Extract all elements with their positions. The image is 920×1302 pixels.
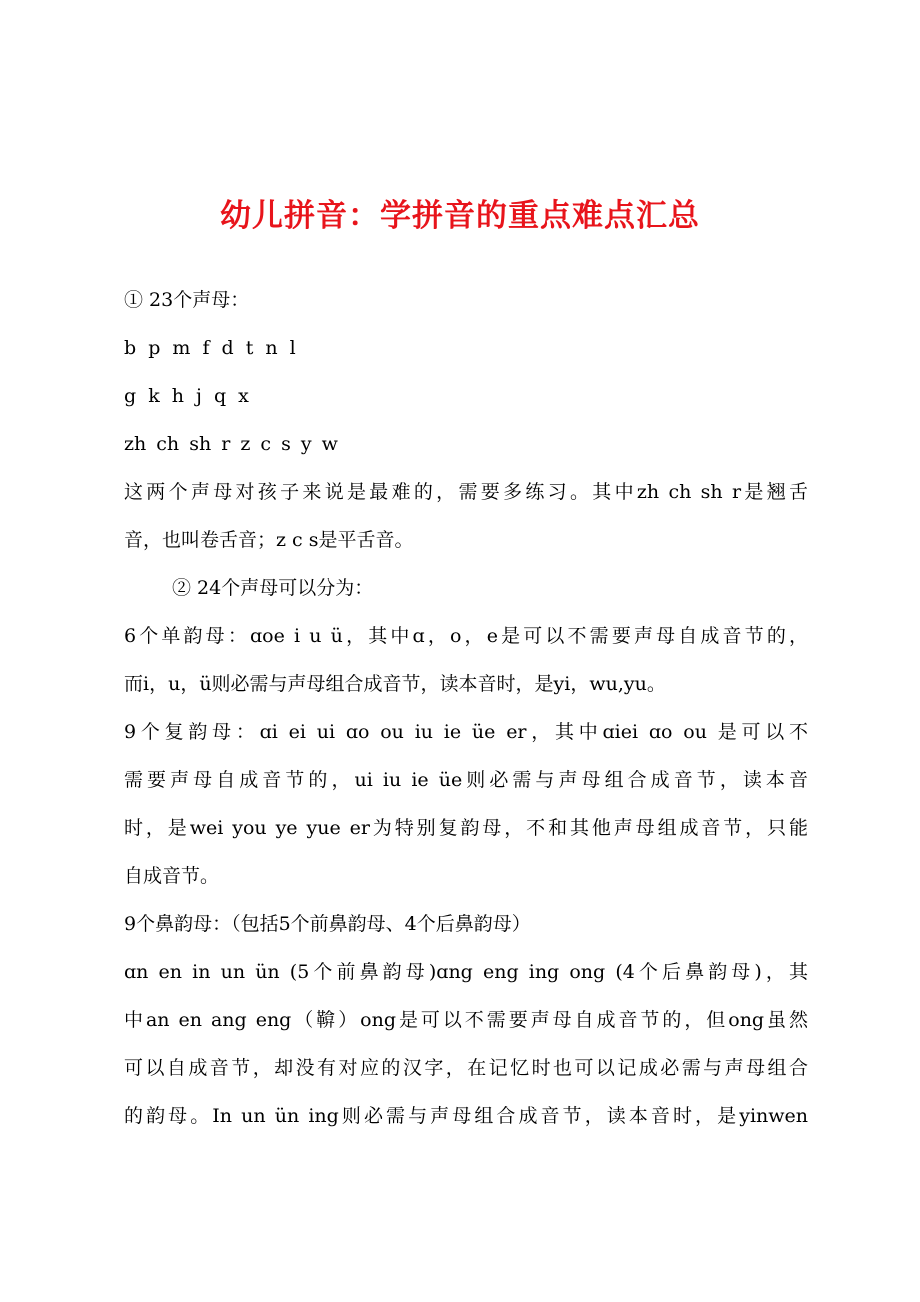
paragraph-line: 而i，u，ü则必需与声母组合成音节，读本音时，是yi，wu,yu。: [124, 673, 666, 695]
paragraph-line: 6个单韵母：ɑoe i u ü，其中ɑ，o，e是可以不需要声母自成音节的，: [124, 625, 808, 647]
paragraph-line: 中an en ang eng（鞥）ong是可以不需要声母自成音节的，但ong虽然: [124, 1009, 808, 1031]
section-heading-initials: ① 23个声母：: [124, 289, 250, 311]
paragraph-line: 自成音节。: [124, 865, 220, 887]
paragraph-line: 音，也叫卷舌音；z c s是平舌音。: [124, 529, 414, 551]
paragraph-line: 时，是wei you ye yue er为特别复韵母，不和其他声母组成音节，只能: [124, 817, 808, 839]
section-heading-finals: ② 24个声母可以分为：: [172, 577, 374, 599]
paragraph-line: 的韵母。In un ün ing则必需与声母组合成音节，读本音时，是yinwen: [124, 1105, 808, 1127]
paragraph-line: 9个鼻韵母：（包括5个前鼻韵母、4个后鼻韵母）: [124, 913, 531, 935]
initials-row-2: g k h j q x: [124, 385, 249, 407]
paragraph-line: 9个复韵母：ɑi ei ui ɑo ou iu ie üe er，其中ɑiei ɑo ou 是可以不: [124, 721, 808, 743]
paragraph-line: 这两个声母对孩子来说是最难的，需要多练习。其中zh ch sh r是翘舌: [124, 481, 808, 503]
paragraph-line: 需要声母自成音节的，ui iu ie üe则必需与声母组合成音节，读本音: [124, 769, 808, 791]
document-title: 幼儿拼音：学拼音的重点难点汇总: [220, 198, 700, 234]
initials-row-3: zh ch sh r z c s y w: [124, 433, 338, 455]
paragraph-line: 可以自成音节，却没有对应的汉字，在记忆时也可以记成必需与声母组合: [124, 1057, 808, 1079]
paragraph-line: ɑn en in un ün (5个前鼻韵母)ɑng eng ing ong (4个后鼻韵母)，其: [124, 961, 808, 983]
initials-row-1: b p m f d t n l: [124, 337, 296, 359]
